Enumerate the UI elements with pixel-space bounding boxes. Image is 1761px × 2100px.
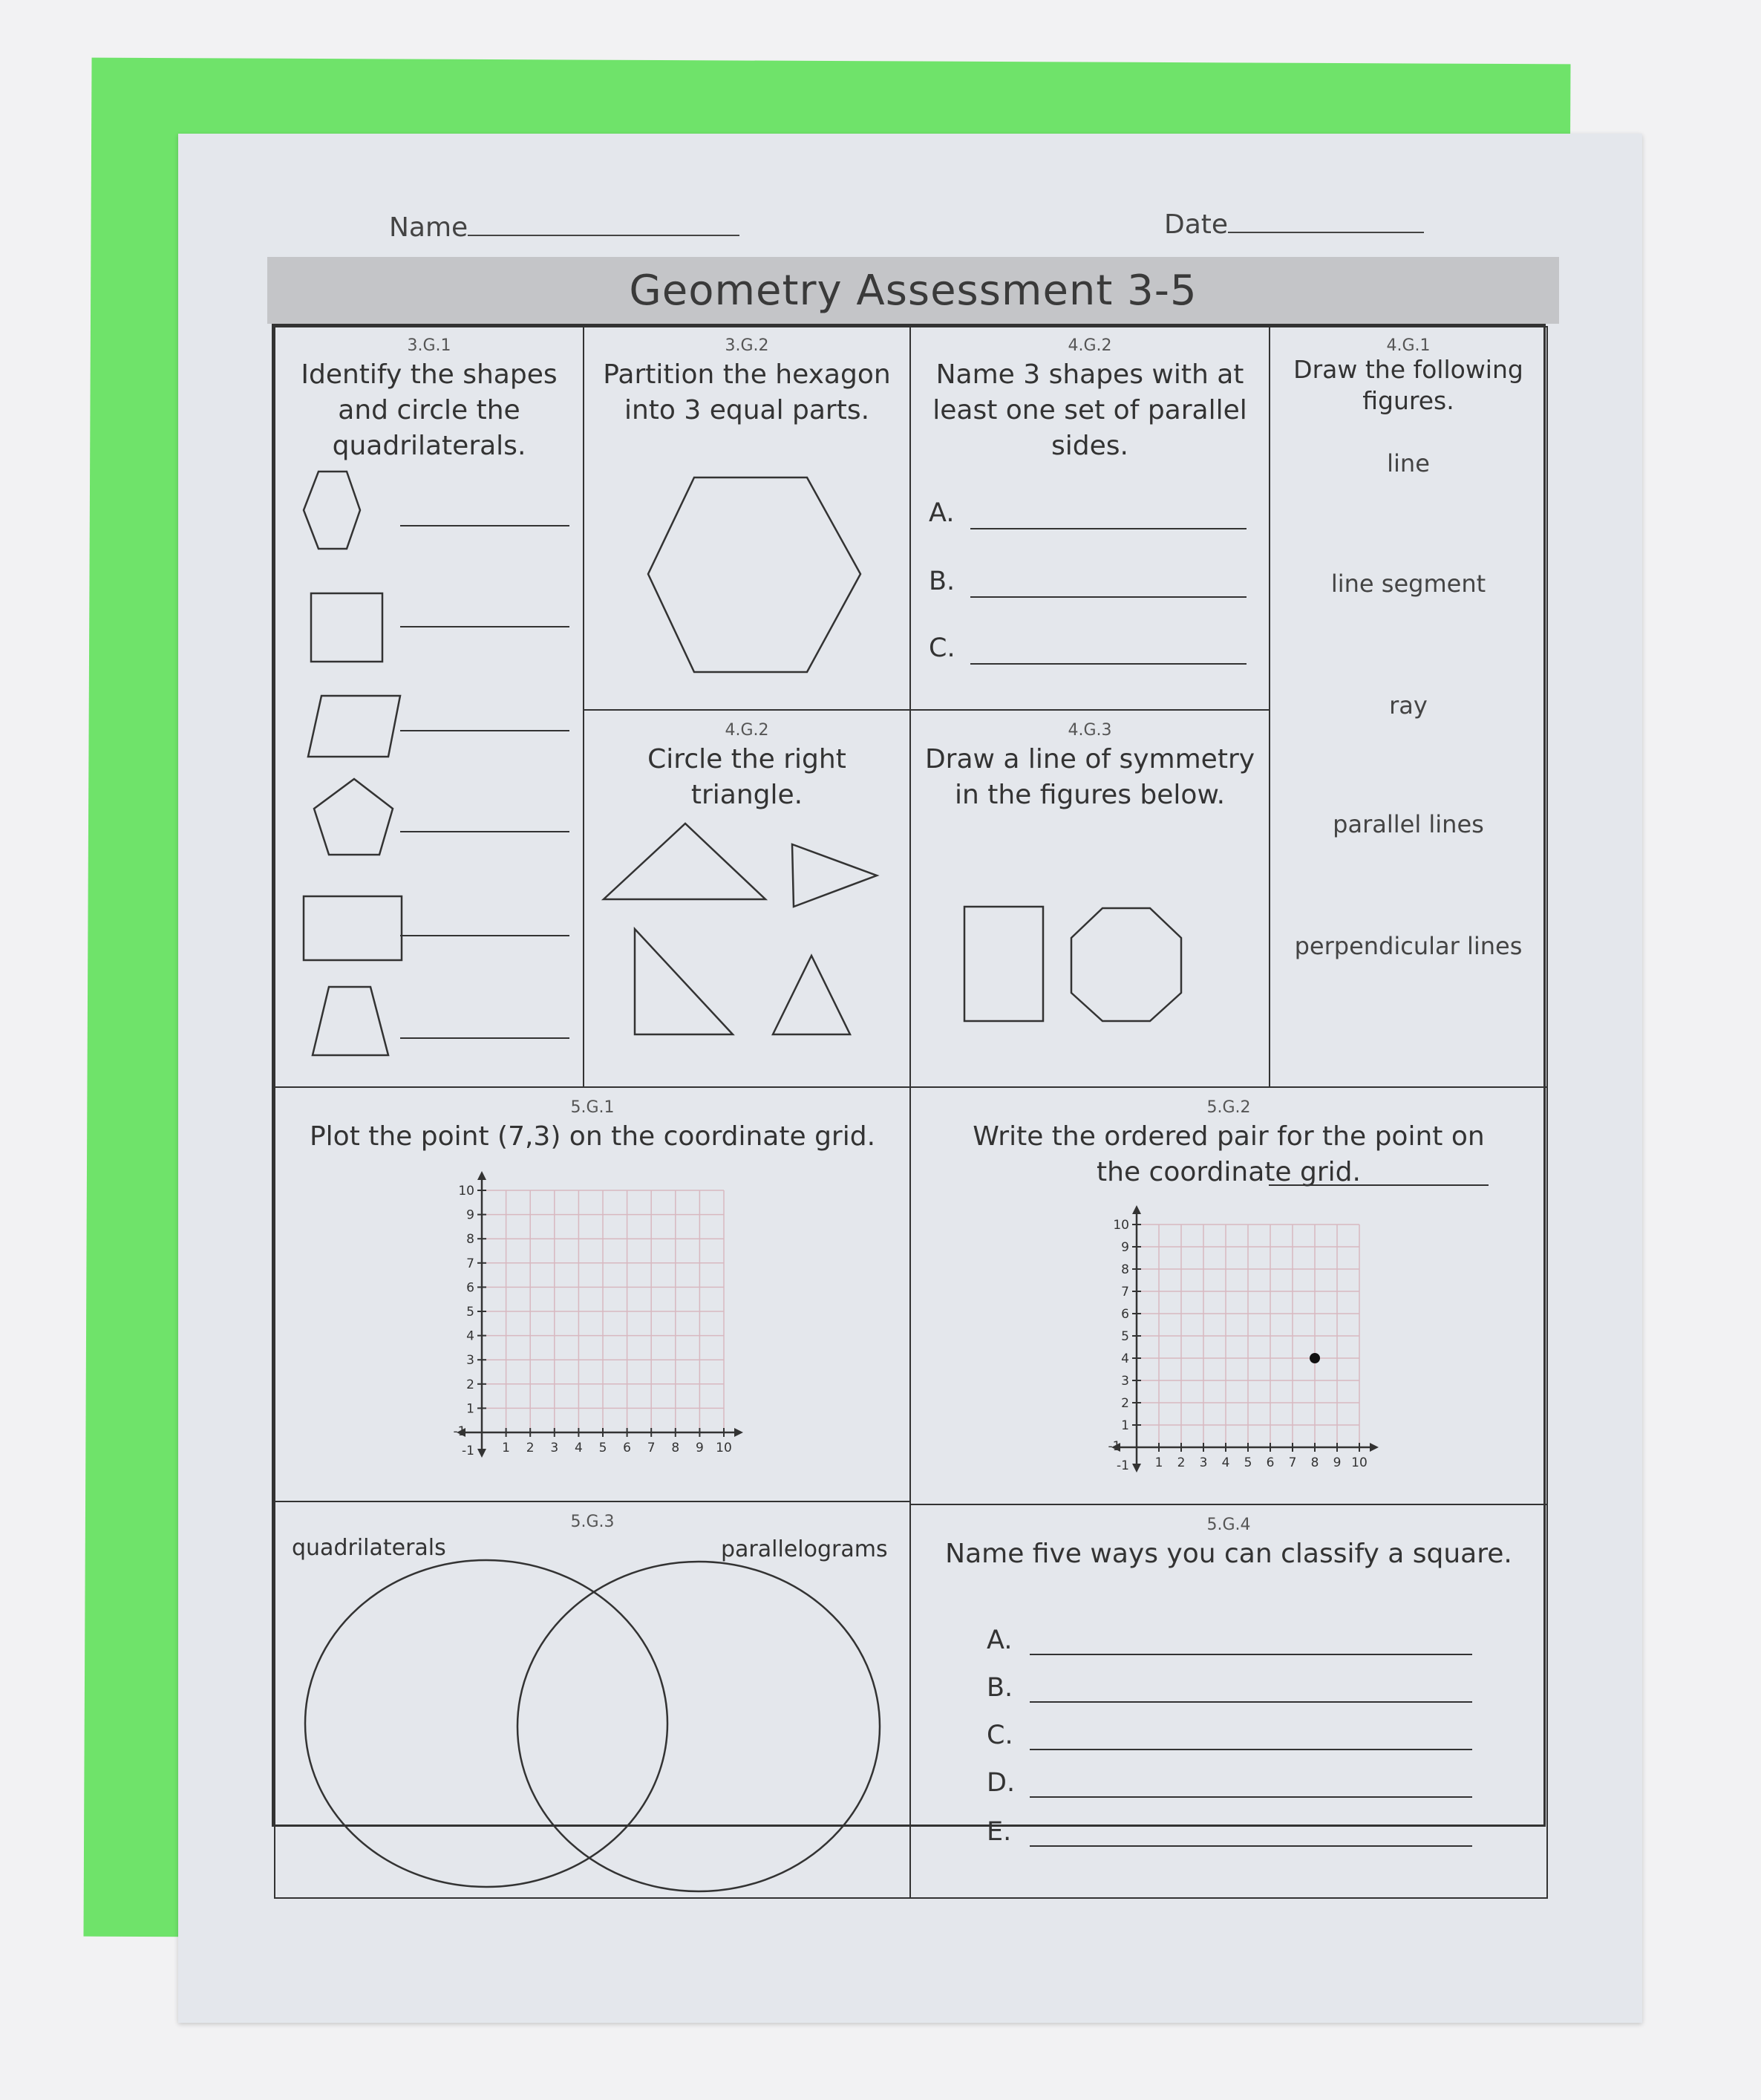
x-tick-label: 5 bbox=[598, 1441, 607, 1455]
y-tick-label: 5 bbox=[1121, 1329, 1129, 1344]
answer-blank-a[interactable] bbox=[970, 528, 1247, 529]
section-code: 5.G.1 bbox=[570, 1098, 615, 1117]
section-venn-diagram bbox=[274, 1501, 911, 1899]
section-code: 5.G.4 bbox=[1206, 1516, 1251, 1534]
symmetry-rectangle bbox=[964, 907, 1043, 1021]
y-tick-label: 1 bbox=[466, 1401, 474, 1417]
y-tick-label: 3 bbox=[1121, 1374, 1129, 1389]
venn-label-parallelograms: parallelograms bbox=[721, 1536, 888, 1562]
classify-blank-d[interactable] bbox=[1030, 1796, 1472, 1798]
section-prompt: Write the ordered pair for the point on the coordinate grid. bbox=[973, 1121, 1485, 1187]
classify-label-c: C. bbox=[987, 1721, 1013, 1750]
x-tick-label: 1 bbox=[502, 1441, 511, 1455]
x-tick-label: 6 bbox=[623, 1441, 632, 1455]
section-line-of-symmetry bbox=[909, 709, 1270, 1088]
answer-blank-3[interactable] bbox=[400, 730, 569, 731]
triangle-right[interactable] bbox=[635, 929, 733, 1034]
figure-label-line: line bbox=[1387, 449, 1430, 477]
trapezoid-shape bbox=[313, 987, 388, 1055]
coordinate-grid-blank[interactable] bbox=[275, 1088, 912, 1504]
y-tick-label: 10 bbox=[458, 1184, 474, 1199]
section-code: 3.G.1 bbox=[407, 336, 451, 355]
section-right-triangle bbox=[583, 709, 911, 1088]
classify-blank-b[interactable] bbox=[1030, 1701, 1472, 1703]
classify-label-e: E. bbox=[987, 1817, 1012, 1847]
y-tick-label: 4 bbox=[1121, 1351, 1129, 1366]
section-code: 4.G.1 bbox=[1386, 336, 1431, 355]
plotted-point bbox=[1310, 1353, 1320, 1363]
section-prompt: Circle the right triangle. bbox=[647, 744, 846, 810]
y-negative-tick-label: -1 bbox=[462, 1444, 474, 1458]
x-tick-label: 8 bbox=[671, 1441, 680, 1455]
name-field[interactable] bbox=[389, 212, 739, 243]
venn-circle-quadrilaterals bbox=[305, 1560, 667, 1887]
x-tick-label: 9 bbox=[695, 1441, 704, 1455]
date-field[interactable] bbox=[1164, 209, 1424, 240]
shape-set bbox=[275, 327, 586, 1089]
section-plot-point bbox=[274, 1086, 911, 1502]
coordinate-grid-with-point bbox=[911, 1088, 1549, 1507]
name-blank[interactable] bbox=[468, 235, 739, 236]
y-tick-label: 2 bbox=[1121, 1396, 1129, 1411]
x-tick-label: 10 bbox=[716, 1441, 732, 1455]
classify-blank-c[interactable] bbox=[1030, 1749, 1472, 1750]
y-tick-label: 10 bbox=[1113, 1218, 1129, 1233]
x-tick-label: 7 bbox=[647, 1441, 656, 1455]
x-negative-tick-label: -1 bbox=[453, 1424, 466, 1439]
section-code: 4.G.2 bbox=[1068, 336, 1112, 355]
worksheet-page bbox=[178, 134, 1642, 2023]
y-tick-label: 9 bbox=[466, 1207, 474, 1223]
answer-blank-1[interactable] bbox=[400, 525, 569, 526]
section-prompt: Partition the hexagon into 3 equal parts. bbox=[603, 359, 891, 425]
x-tick-label: 3 bbox=[1199, 1455, 1208, 1470]
section-prompt: Draw the following figures. bbox=[1293, 355, 1523, 415]
section-code: 5.G.3 bbox=[570, 1513, 615, 1531]
answer-blank-c[interactable] bbox=[970, 663, 1247, 665]
section-partition-hexagon bbox=[583, 326, 911, 711]
y-axis-arrow-down bbox=[1132, 1464, 1141, 1473]
venn-label-quadrilaterals: quadrilaterals bbox=[292, 1535, 446, 1561]
figure-label-line-segment: line segment bbox=[1330, 570, 1486, 598]
classify-blank-e[interactable] bbox=[1030, 1845, 1472, 1847]
hexagon-shape bbox=[304, 472, 360, 549]
symmetry-octagon bbox=[1071, 908, 1181, 1021]
answer-blank-2[interactable] bbox=[400, 626, 569, 627]
y-tick-label: 6 bbox=[1121, 1307, 1129, 1322]
triangle-wide[interactable] bbox=[604, 824, 765, 899]
triangle-equilateral[interactable] bbox=[773, 956, 850, 1034]
y-tick-label: 8 bbox=[466, 1232, 474, 1248]
section-classify-square bbox=[909, 1504, 1548, 1899]
section-code: 3.G.2 bbox=[725, 336, 769, 355]
section-prompt: Name 3 shapes with at least one set of parallel sides. bbox=[932, 359, 1247, 461]
answer-blank-4[interactable] bbox=[400, 831, 569, 832]
date-blank[interactable] bbox=[1228, 232, 1424, 233]
y-tick-label: 5 bbox=[466, 1305, 474, 1320]
y-tick-label: 4 bbox=[466, 1328, 474, 1344]
y-tick-label: 7 bbox=[466, 1256, 474, 1271]
y-tick-label: 1 bbox=[1121, 1418, 1129, 1433]
figure-label-ray: ray bbox=[1389, 691, 1428, 720]
answer-blank-6[interactable] bbox=[400, 1037, 569, 1039]
x-tick-label: 2 bbox=[1177, 1455, 1186, 1470]
section-parallel-sides bbox=[909, 326, 1270, 711]
section-code: 4.G.3 bbox=[1068, 721, 1112, 740]
x-tick-label: 10 bbox=[1351, 1455, 1368, 1470]
venn-circles[interactable] bbox=[275, 1502, 912, 1900]
x-tick-label: 1 bbox=[1154, 1455, 1163, 1470]
y-negative-tick-label: -1 bbox=[1117, 1458, 1129, 1473]
item-label-b: B. bbox=[929, 567, 955, 596]
answer-blank-5[interactable] bbox=[400, 935, 569, 936]
symmetry-figures[interactable] bbox=[911, 711, 1272, 1089]
classify-blank-a[interactable] bbox=[1030, 1654, 1472, 1655]
y-axis-arrow-up bbox=[477, 1171, 486, 1180]
section-code: 4.G.2 bbox=[725, 721, 769, 740]
section-prompt: Name five ways you can classify a square. bbox=[945, 1539, 1512, 1569]
classify-label-a: A. bbox=[987, 1625, 1013, 1655]
y-tick-label: 2 bbox=[466, 1377, 474, 1392]
x-tick-label: 9 bbox=[1333, 1455, 1342, 1470]
section-code: 5.G.2 bbox=[1206, 1098, 1251, 1117]
triangle-pointing-right[interactable] bbox=[792, 844, 877, 907]
answer-blank-b[interactable] bbox=[970, 596, 1247, 598]
page-title: Geometry Assessment 3-5 bbox=[629, 267, 1198, 315]
section-prompt: Identify the shapes and circle the quadrilaterals. bbox=[301, 359, 558, 461]
section-identify-shapes bbox=[274, 326, 584, 1088]
classify-label-b: B. bbox=[987, 1673, 1013, 1703]
date-label: Date bbox=[1164, 209, 1229, 240]
section-draw-figures bbox=[1269, 326, 1548, 1088]
y-tick-label: 3 bbox=[466, 1353, 474, 1369]
figure-label-parallel-lines: parallel lines bbox=[1333, 810, 1484, 838]
y-tick-label: 9 bbox=[1121, 1240, 1129, 1255]
x-tick-label: 8 bbox=[1310, 1455, 1319, 1470]
x-negative-tick-label: -1 bbox=[1108, 1439, 1121, 1454]
y-tick-label: 7 bbox=[1121, 1285, 1129, 1300]
parallelogram-shape bbox=[308, 696, 400, 757]
y-tick-label: 8 bbox=[1121, 1262, 1129, 1277]
y-axis-arrow-up bbox=[1132, 1205, 1141, 1214]
x-tick-label: 6 bbox=[1266, 1455, 1275, 1470]
x-tick-label: 5 bbox=[1244, 1455, 1252, 1470]
item-label-a: A. bbox=[929, 498, 955, 528]
section-prompt: Plot the point (7,3) on the coordinate grid. bbox=[309, 1121, 876, 1152]
name-label: Name bbox=[389, 212, 468, 243]
y-tick-label: 6 bbox=[466, 1280, 474, 1296]
x-axis-arrow-right bbox=[734, 1428, 743, 1437]
x-tick-label: 2 bbox=[526, 1441, 535, 1455]
section-prompt: Draw a line of symmetry in the figures below. bbox=[924, 744, 1255, 810]
square-shape bbox=[311, 593, 382, 662]
x-tick-label: 7 bbox=[1288, 1455, 1297, 1470]
x-tick-label: 4 bbox=[574, 1441, 583, 1455]
item-label-c: C. bbox=[929, 633, 955, 663]
pentagon-shape bbox=[314, 779, 393, 855]
x-axis-arrow-right bbox=[1370, 1443, 1379, 1452]
triangle-set bbox=[584, 711, 912, 1089]
assessment-grid bbox=[272, 324, 1546, 1847]
venn-circle-parallelograms bbox=[517, 1562, 880, 1891]
rectangle-shape bbox=[304, 896, 402, 960]
large-hexagon[interactable] bbox=[584, 327, 912, 712]
classify-label-d: D. bbox=[987, 1768, 1016, 1798]
figure-label-perpendicular-lines: perpendicular lines bbox=[1294, 932, 1523, 960]
x-tick-label: 4 bbox=[1221, 1455, 1230, 1470]
x-tick-label: 3 bbox=[550, 1441, 559, 1455]
title-banner bbox=[267, 257, 1559, 324]
y-axis-arrow-down bbox=[477, 1449, 486, 1458]
section-ordered-pair bbox=[909, 1086, 1548, 1505]
